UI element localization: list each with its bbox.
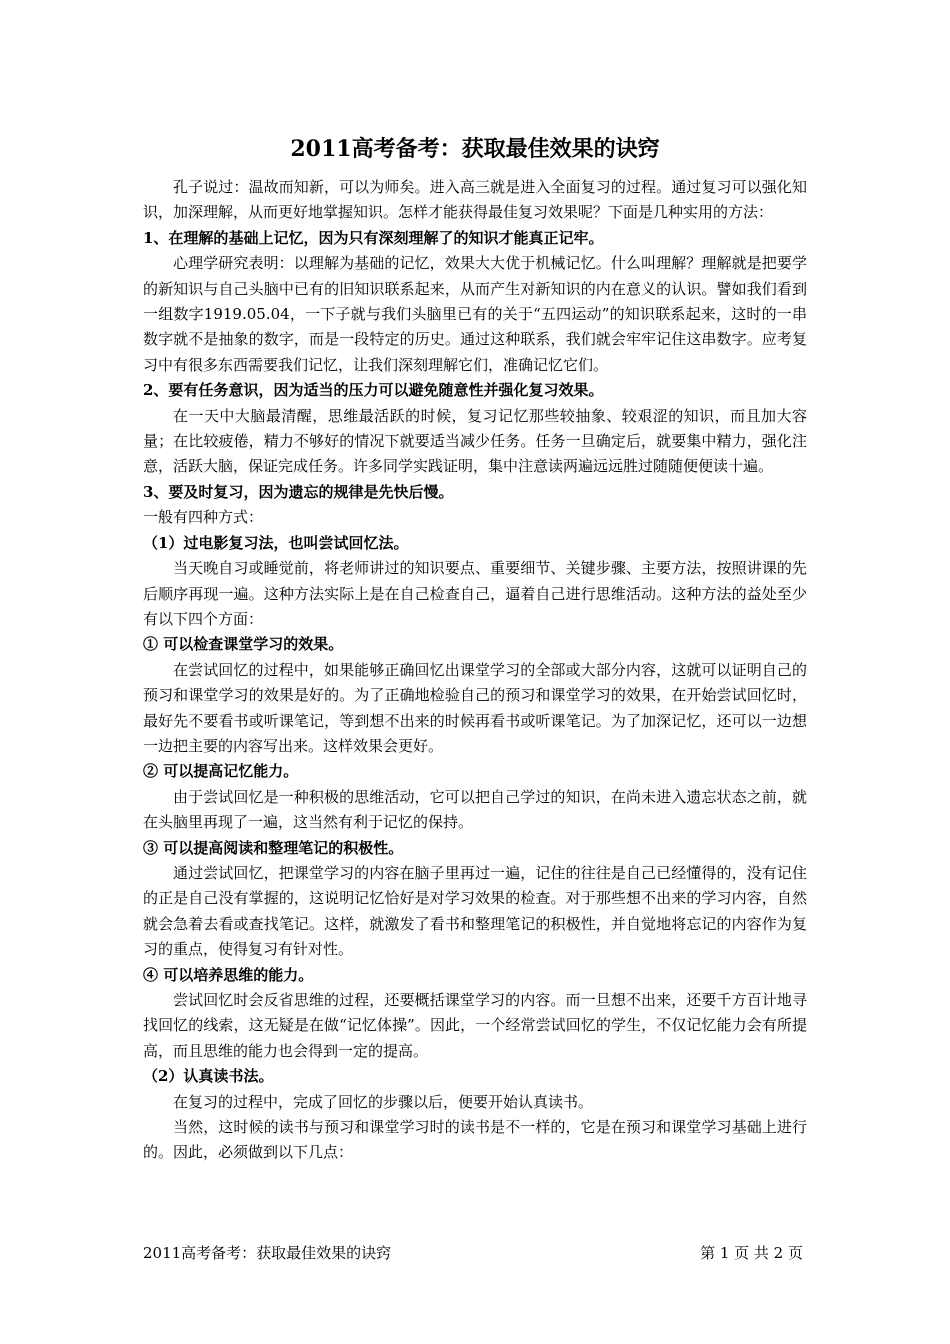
section-heading-3: 3、要及时复习，因为遗忘的规律是先快后慢。 [143, 482, 454, 501]
footer-document-title: 2011高考备考：获取最佳效果的诀窍 [143, 1244, 392, 1262]
method-1-paragraph: 当天晚自习或睡觉前，将老师讲过的知识要点、重要细节、关键步骤、主要方法，按照讲课的先后顺序再现一遍。这种方法实际上是在自己检查自己，逼着自己进行思维活动。这种方法的益处至少有以下四个方面： [143, 559, 807, 628]
benefit-4-paragraph: 尝试回忆时会反省思维的过程，还要概括课堂学习的内容。而一旦想不出来，还要千方百计地寻找回忆的线索，这无疑是在做“记忆体操”。因此，一个经常尝试回忆的学生，不仅记忆能力会有所提高，而且思维的能力也会得到一定的提高。 [143, 991, 807, 1060]
intro-paragraph: 孔子说过：温故而知新，可以为师矣。进入高三就是进入全面复习的过程。通过复习可以强化知识，加深理解，从而更好地掌握知识。怎样才能获得最佳复习效果呢？下面是几种实用的方法： [143, 178, 807, 222]
section-2-paragraph: 在一天中大脑最清醒，思维最活跃的时候，复习记忆那些较抽象、较艰涩的知识，而且加大容量；在比较疲倦，精力不够好的情况下就要适当减少任务。任务一旦确定后，就要集中精力，强化注意，活跃大脑，保证完成任务。许多同学实践证明，集中注意读两遍远远胜过随随便便读十遍。 [143, 406, 807, 476]
section-heading-1: 1、在理解的基础上记忆，因为只有深刻理解了的知识才能真正记牢。 [143, 228, 604, 247]
method-1-heading: （1）过电影复习法，也叫尝试回忆法。 [143, 533, 409, 552]
method-2-paragraph-2: 当然，这时候的读书与预习和课堂学习时的读书是不一样的，它是在预习和课堂学习基础上进行的。因此，必须做到以下几点： [143, 1118, 807, 1162]
benefit-4-heading: ④ 可以培养思维的能力。 [143, 965, 314, 984]
document-body [143, 175, 807, 1166]
footer-page-number: 第 1 页 共 2 页 [700, 1244, 803, 1262]
benefit-1-paragraph: 在尝试回忆的过程中，如果能够正确回忆出课堂学习的全部或大部分内容，这就可以证明自己的预习和课堂学习的效果是好的。为了正确地检验自己的预习和课堂学习的效果，在开始尝试回忆时，最好先不要看书或听课笔记，等到想不出来的时候再看书或听课笔记。为了加深记忆，还可以一边想一边把主要的内容写出来。这样效果会更好。 [143, 660, 807, 755]
section-1-paragraph: 心理学研究表明：以理解为基础的记忆，效果大大优于机械记忆。什么叫理解？理解就是把要学的新知识与自己头脑中已有的旧知识联系起来，从而产生对新知识的内在意义的认识。譬如我们看到一组数字1919.05.04，一下子就与我们头脑里已有的关于“五四运动”的知识联系起来，这时的一串数字就不是抽象的数字，而是一段特定的历史。通过这种联系，我们就会牢牢记住这串数字。应考复习中有很多东西需要我们记忆，让我们深刻理解它们，准确记忆它们。 [143, 254, 807, 374]
benefit-3-heading: ③ 可以提高阅读和整理笔记的积极性。 [143, 838, 404, 857]
benefit-1-heading: ① 可以检查课堂学习的效果。 [143, 635, 344, 654]
page-footer [143, 1242, 803, 1264]
method-2-heading: （2）认真读书法。 [143, 1067, 274, 1086]
section-heading-2: 2、要有任务意识，因为适当的压力可以避免随意性并强化复习效果。 [143, 381, 604, 400]
benefit-2-paragraph: 由于尝试回忆是一种积极的思维活动，它可以把自己学过的知识，在尚未进入遗忘状态之前，就在头脑里再现了一遍，这当然有利于记忆的保持。 [143, 787, 807, 832]
methods-intro-line: 一般有四种方式： [143, 508, 264, 527]
benefit-2-heading: ② 可以提高记忆能力。 [143, 762, 299, 781]
method-2-paragraph-1: 在复习的过程中，完成了回忆的步骤以后，便要开始认真读书。 [173, 1092, 594, 1111]
document-title: 2011高考备考：获取最佳效果的诀窍 [290, 136, 660, 162]
benefit-3-paragraph: 通过尝试回忆，把课堂学习的内容在脑子里再过一遍，记住的往往是自己已经懂得的，没有记住的正是自己没有掌握的，这说明记忆恰好是对学习效果的检查。对于那些想不出来的学习内容，自然就会急着去看或查找笔记。这样，就激发了看书和整理笔记的积极性，并自觉地将忘记的内容作为复习的重点，使得复习有针对性。 [143, 863, 807, 959]
